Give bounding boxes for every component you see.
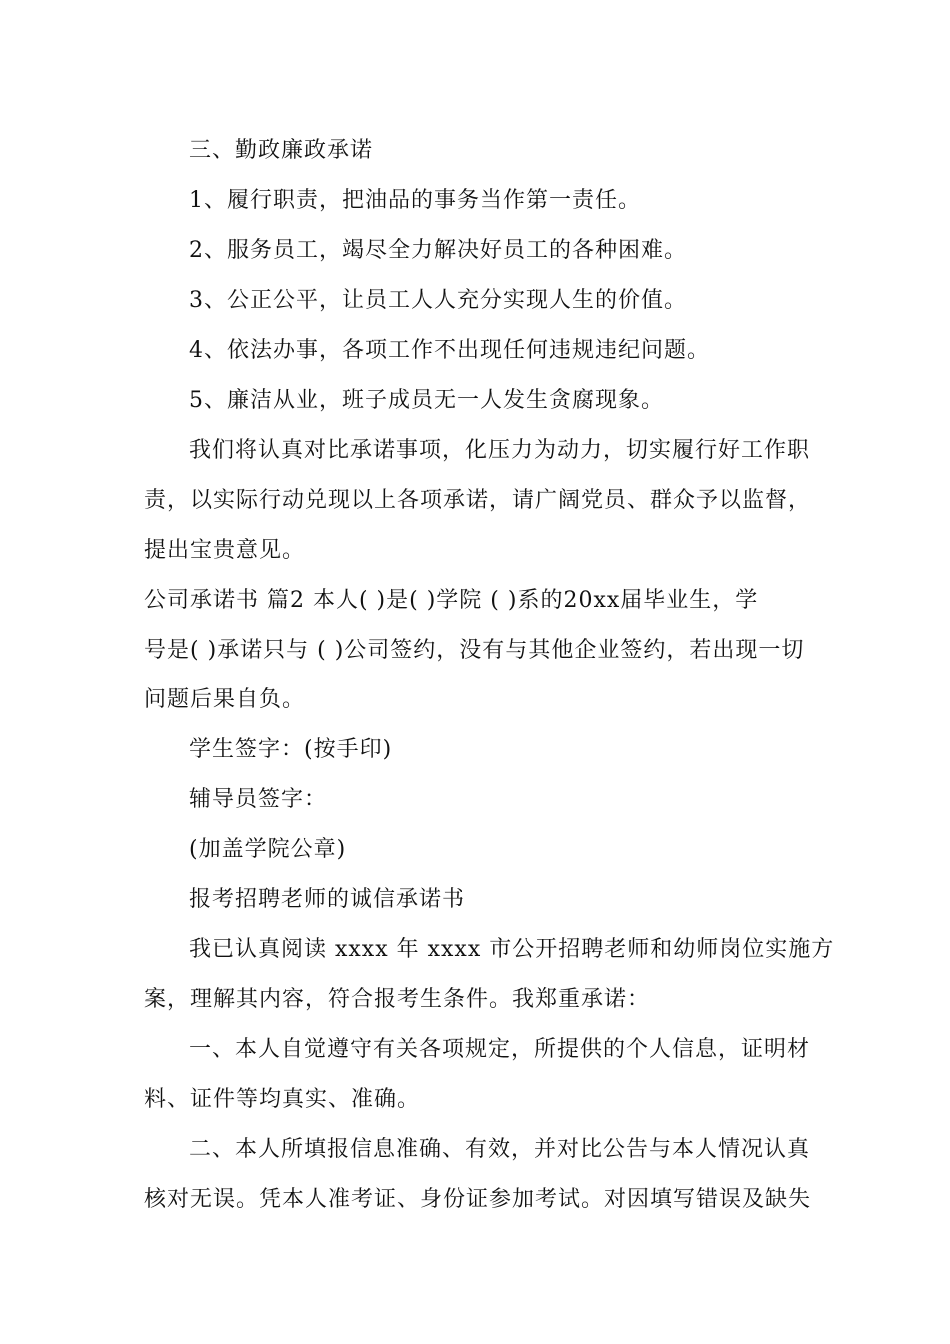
paragraph-line: 提出宝贵意见。 <box>144 538 306 563</box>
commitment-item-3: 3、公正公平，让员工人人充分实现人生的价值。 <box>189 288 687 313</box>
section-title-line: 公司承诺书 篇2 本人( )是( )学院 ( )系的20xx届毕业生，学 <box>144 588 759 613</box>
paragraph-line: 案，理解其内容，符合报考生条件。我郑重承诺： <box>144 987 651 1012</box>
commitment-item-5: 5、廉洁从业，班子成员无一人发生贪腐现象。 <box>189 388 664 413</box>
seal-line: (加盖学院公章) <box>189 837 347 862</box>
counselor-signature-line: 辅导员签字： <box>189 787 328 812</box>
student-signature-line: 学生签字：(按手印) <box>189 737 393 762</box>
paragraph-line: 我已认真阅读 xxxx 年 xxxx 市公开招聘老师和幼师岗位实施方 <box>189 937 835 962</box>
paragraph-line: 号是( )承诺只与 ( )公司签约，没有与其他企业签约，若出现一切 <box>144 638 805 663</box>
commitment-item-4: 4、依法办事，各项工作不出现任何违规违纪问题。 <box>189 338 710 363</box>
paragraph-line: 一、本人自觉遵守有关各项规定，所提供的个人信息，证明材 <box>189 1037 811 1062</box>
section-heading: 三、勤政廉政承诺 <box>189 138 374 163</box>
paragraph-line: 料、证件等均真实、准确。 <box>144 1087 421 1112</box>
paragraph-line: 二、本人所填报信息准确、有效，并对比公告与本人情况认真 <box>189 1137 811 1162</box>
paragraph-line: 核对无误。凭本人准考证、身份证参加考试。对因填写错误及缺失 <box>144 1187 812 1212</box>
commitment-item-1: 1、履行职责，把油品的事务当作第一责任。 <box>189 188 641 213</box>
paragraph-line: 责，以实际行动兑现以上各项承诺，请广阔党员、群众予以监督， <box>144 488 812 513</box>
paragraph-line: 问题后果自负。 <box>144 687 306 712</box>
paragraph-line: 我们将认真对比承诺事项，化压力为动力，切实履行好工作职 <box>189 438 811 463</box>
commitment-item-2: 2、服务员工，竭尽全力解决好员工的各种困难。 <box>189 238 687 263</box>
document-title: 报考招聘老师的诚信承诺书 <box>189 887 466 912</box>
